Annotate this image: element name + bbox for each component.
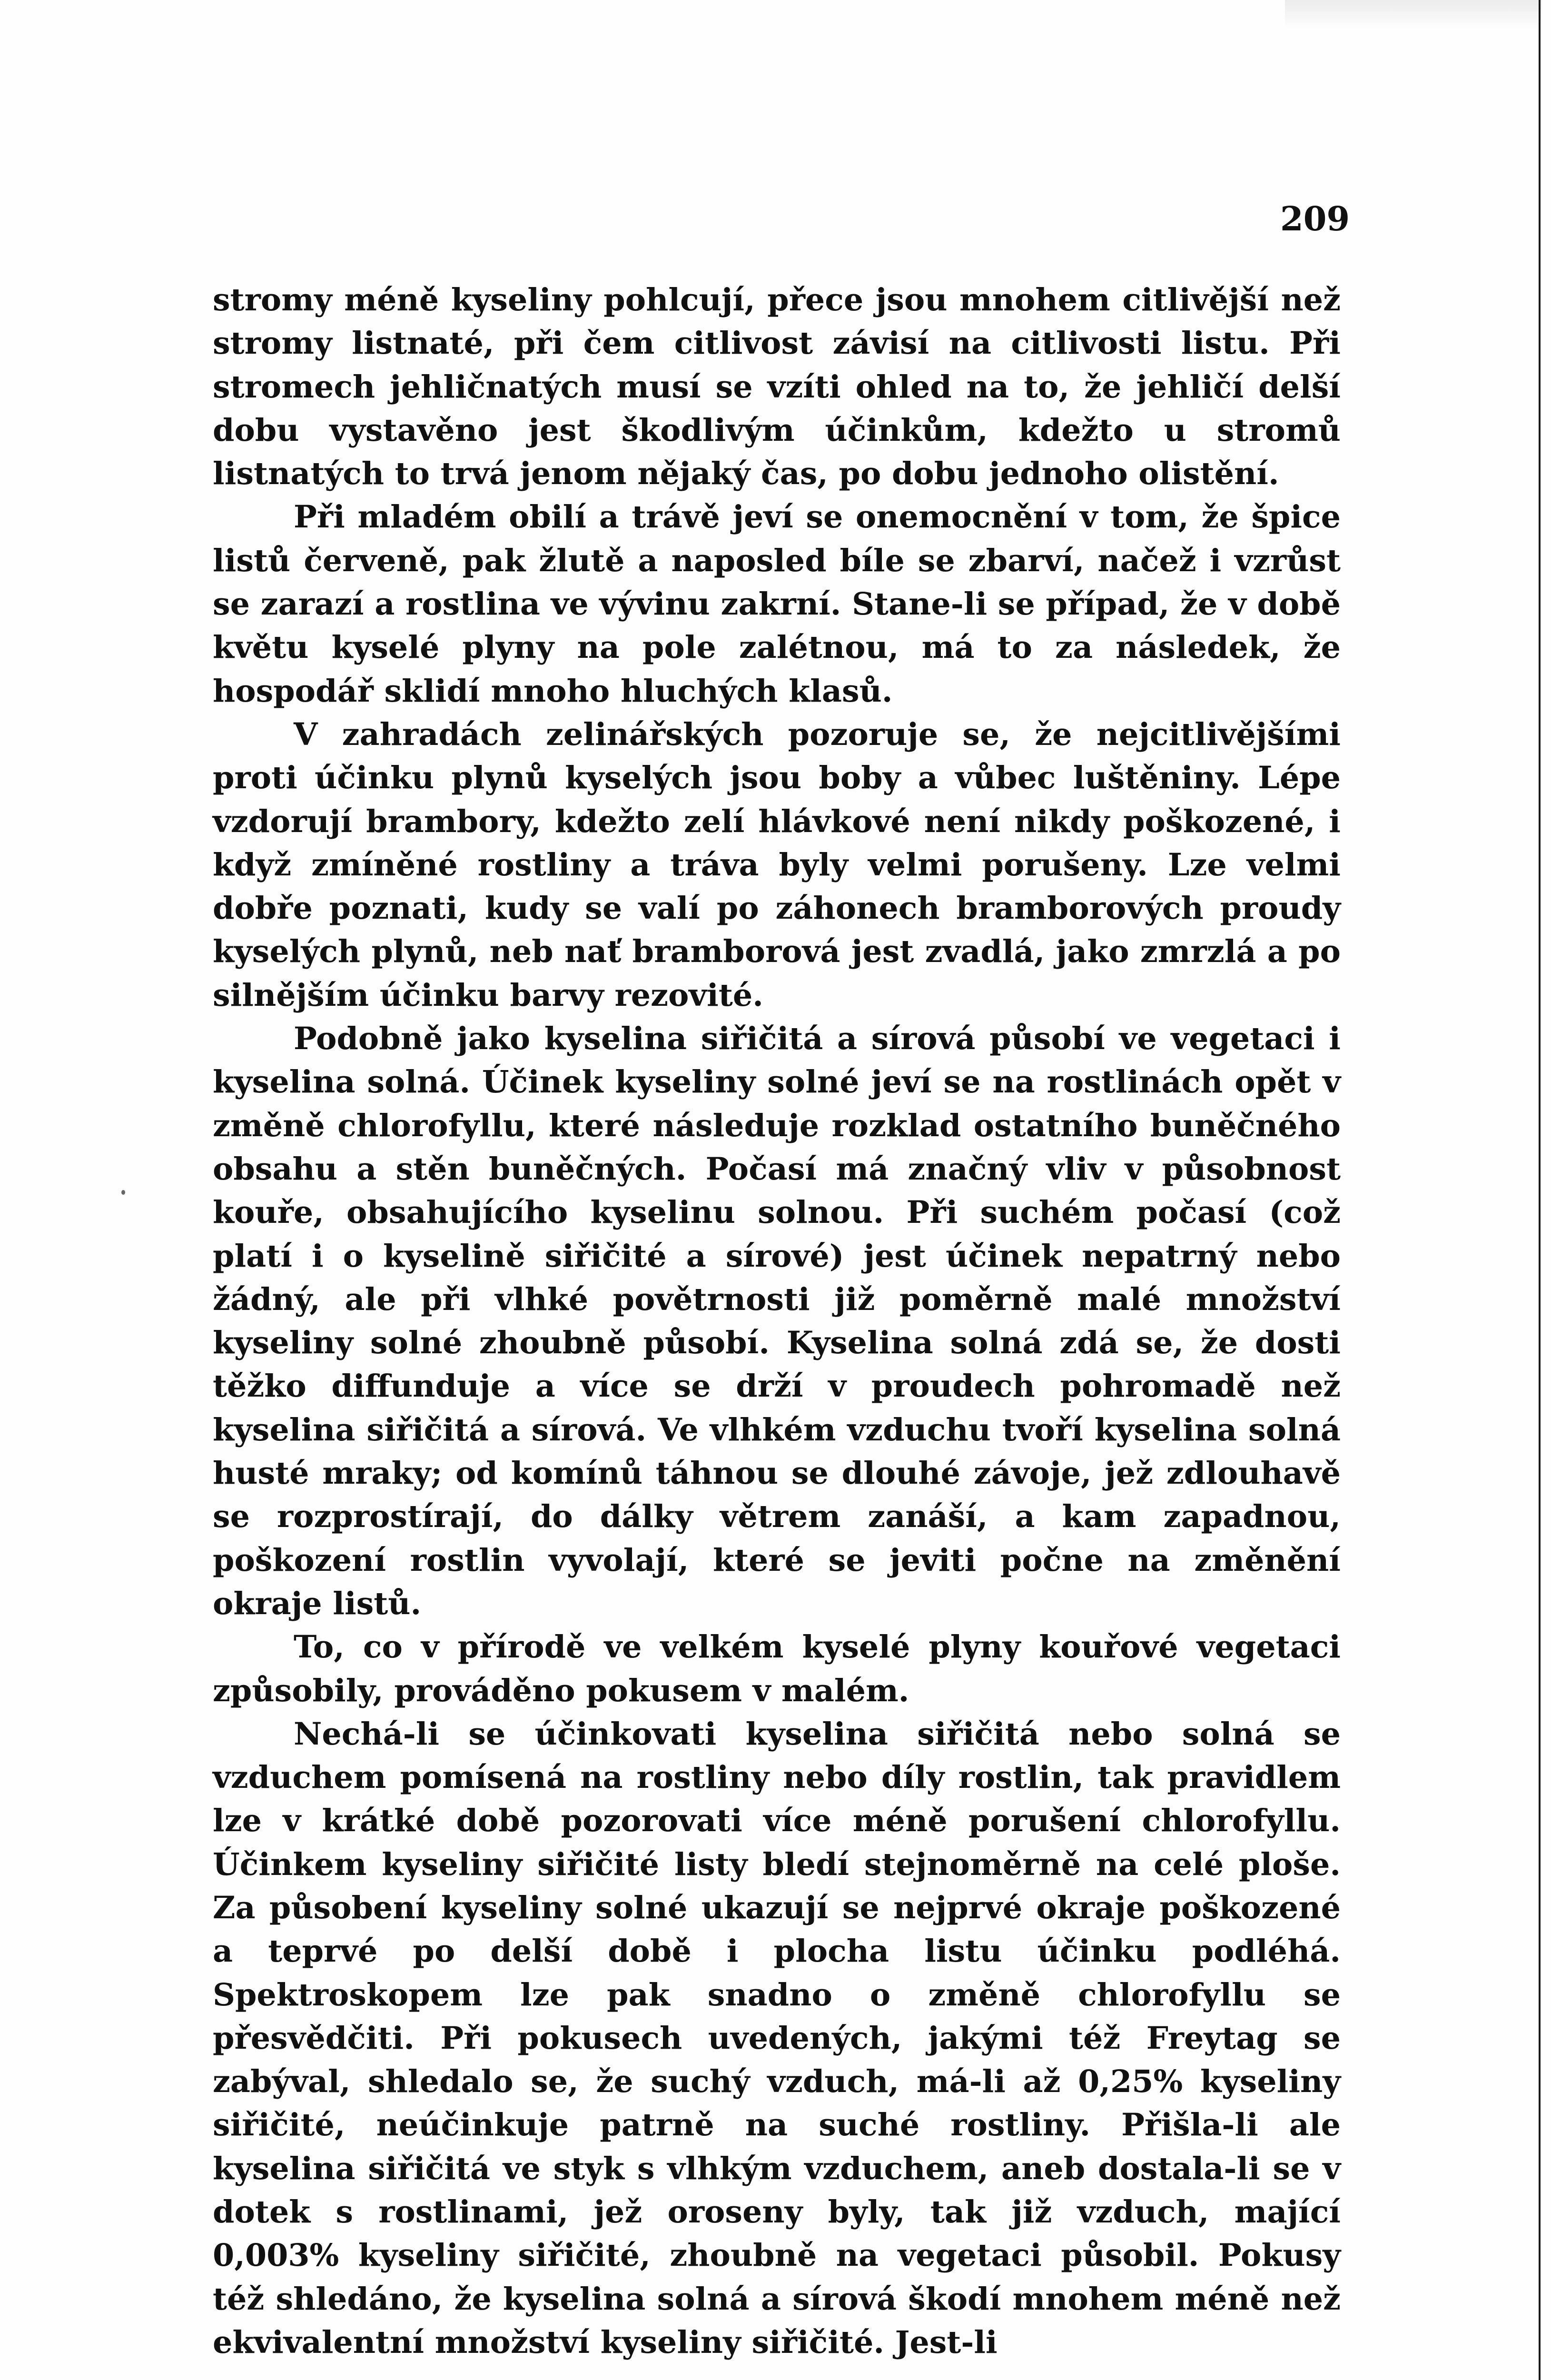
paragraph-5: To, co v přírodě ve velkém kyselé plyny kouřové vegetaci způsobily, prováděno pokusem v malém. — [213, 1629, 1341, 1709]
paragraph-6: Nechá-li se účinkovati kyselina siřičitá nebo solná se vzduchem pomísená na rostliny nebo díly rostlin, tak pravidlem lze v krátké době pozorovati více méně porušení chlorofyllu. Účinkem kyseliny siřičité listy bledí stejnoměrně na celé ploše. Za působení kyseliny solné ukazují se nejprvé okraje poškozené a teprvé po delší době i plocha listu účinku podléhá. Spektroskopem lze pak snadno o změně chlorofyllu se přesvědčiti. Při pokusech uvedených, jakými též Freytag se zabýval, shledalo se, že suchý vzduch, má-li až 0,25% kyseliny siřičité, neúčinkuje patrně na suché rostliny. Přišla-li ale kyselina siřičitá ve styk s vlhkým vzduchem, aneb dostala-li se v dotek s rostlinami, jež oroseny byly, tak již vzduch, mající 0,003% kyseliny siřičité, zhoubně na vegetaci působil. Pokusy též shledáno, že kyselina solná a sírová škodí mnohem méně než ekvivalentní množství kyseliny siřičité. Jest-li — [213, 1716, 1341, 2360]
scan-speck — [121, 1190, 125, 1195]
page-edge-line — [1539, 0, 1541, 2380]
scan-shadow — [1285, 0, 1542, 29]
paragraph-2: Při mladém obilí a trávě jeví se onemocnění v tom, že špice listů červeně, pak žlutě a naposled bíle se zbarví, načež i vzrůst se zarazí a rostlina ve vývinu zakrní. Stane-li se případ, že v době květu kyselé plyny na pole zalétnou, má to za následek, že hospodář sklidí mnoho hluchých klasů. — [213, 499, 1341, 709]
paragraph-3: V zahradách zelinářských pozoruje se, že nejcitlivějšími proti účinku plynů kyselých jsou boby a vůbec luštěniny. Lépe vzdorují brambory, kdežto zelí hlávkové není nikdy poškozené, i když zmíněné rostliny a tráva byly velmi porušeny. Lze velmi dobře poznati, kudy se valí po záhonech bramborových proudy kyselých plynů, neb nať bramborová jest zvadlá, jako zmrzlá a po silnějším účinku barvy rezovité. — [213, 716, 1341, 1013]
body-text — [213, 278, 1341, 2364]
paragraph-4: Podobně jako kyselina siřičitá a sírová působí ve vegetaci i kyselina solná. Účinek kyseliny solné jeví se na rostlinách opět v změně chlorofyllu, které následuje rozklad ostatního buněčného obsahu a stěn buněčných. Počasí má značný vliv v působnost kouře, obsahujícího kyselinu solnou. Při suchém počasí (což platí i o kyselině siřičité a sírové) jest účinek nepatrný nebo žádný, ale při vlhké povětrnosti již poměrně malé množství kyseliny solné zhoubně působí. Kyselina solná zdá se, že dosti těžko diffunduje a více se drží v proudech pohromadě než kyselina siřičitá a sírová. Ve vlhkém vzduchu tvoří kyselina solná husté mraky; od komínů táhnou se dlouhé závoje, jež zdlouhavě se rozprostírají, do dálky větrem zanáší, a kam zapadnou, poškození rostlin vyvolají, které se jeviti počne na změnění okraje listů. — [213, 1021, 1341, 1622]
page-number: 209 — [1280, 199, 1350, 238]
paragraph-1: stromy méně kyseliny pohlcují, přece jsou mnohem citlivější než stromy listnaté, při čem citlivost závisí na citlivosti listu. Při stromech jehličnatých musí se vzíti ohled na to, že jehličí delší dobu vystavěno jest škodlivým účinkům, kdežto u stromů listnatých to trvá jenom nějaký čas, po dobu jednoho olistění. — [213, 282, 1341, 492]
